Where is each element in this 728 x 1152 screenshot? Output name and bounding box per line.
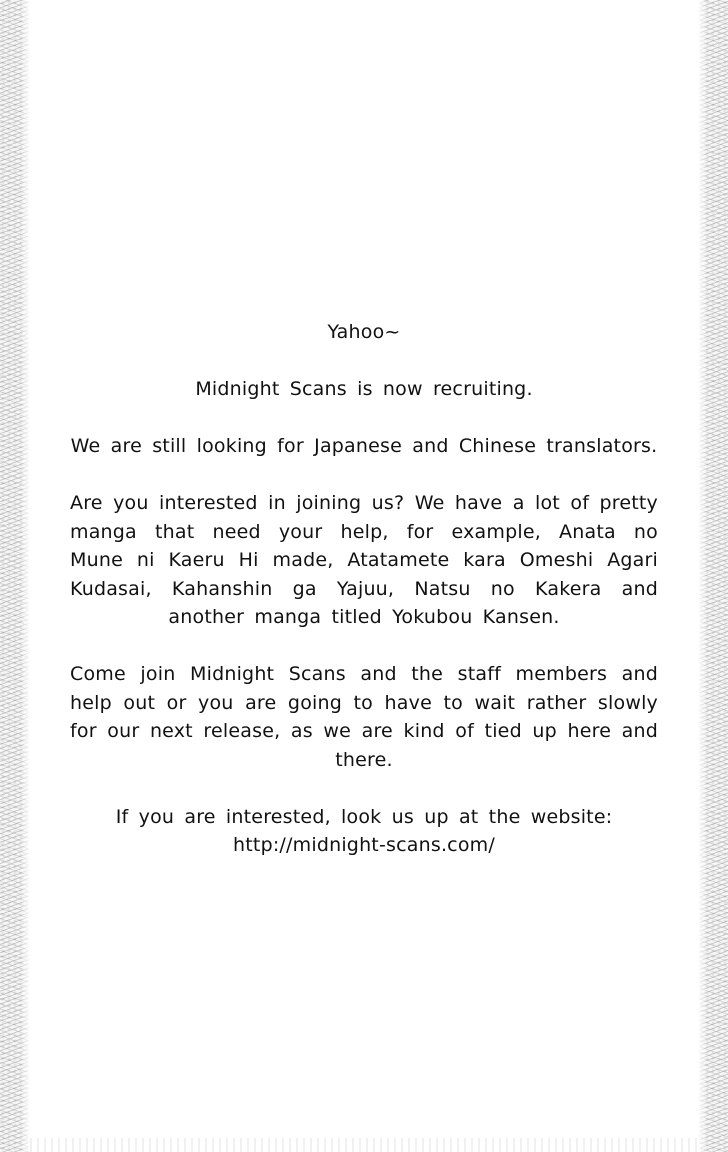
- join-paragraph: Come join Midnight Scans and the staff members and help out or you are going to have to wait rather slowly for our next release, as we are kind of tied up here and there.: [70, 663, 658, 771]
- recruiting-headline: Midnight Scans is now recruiting.: [195, 378, 533, 400]
- interest-paragraph: Are you interested in joining us? We have a lot of pretty manga that need your help, for example, Anata no Mune ni Kaeru Hi made, Atatamete kara Omeshi Agari Kudasai, Kahanshin ga Yajuu, Natsu no Kakera and another manga titled Yokubou Kansen.: [70, 492, 658, 628]
- recruitment-notice: [70, 318, 658, 860]
- website-block: [70, 803, 658, 860]
- lace-border-bottom: [30, 1138, 698, 1152]
- website-url: http://midnight-scans.com/: [233, 834, 495, 856]
- lace-border-left: [0, 0, 30, 1152]
- greeting-line: Yahoo~: [327, 321, 401, 343]
- website-prompt: If you are interested, look us up at the website:: [115, 805, 613, 828]
- translators-wanted-line: We are still looking for Japanese and Chinese translators.: [70, 435, 658, 457]
- lace-border-right: [698, 0, 728, 1152]
